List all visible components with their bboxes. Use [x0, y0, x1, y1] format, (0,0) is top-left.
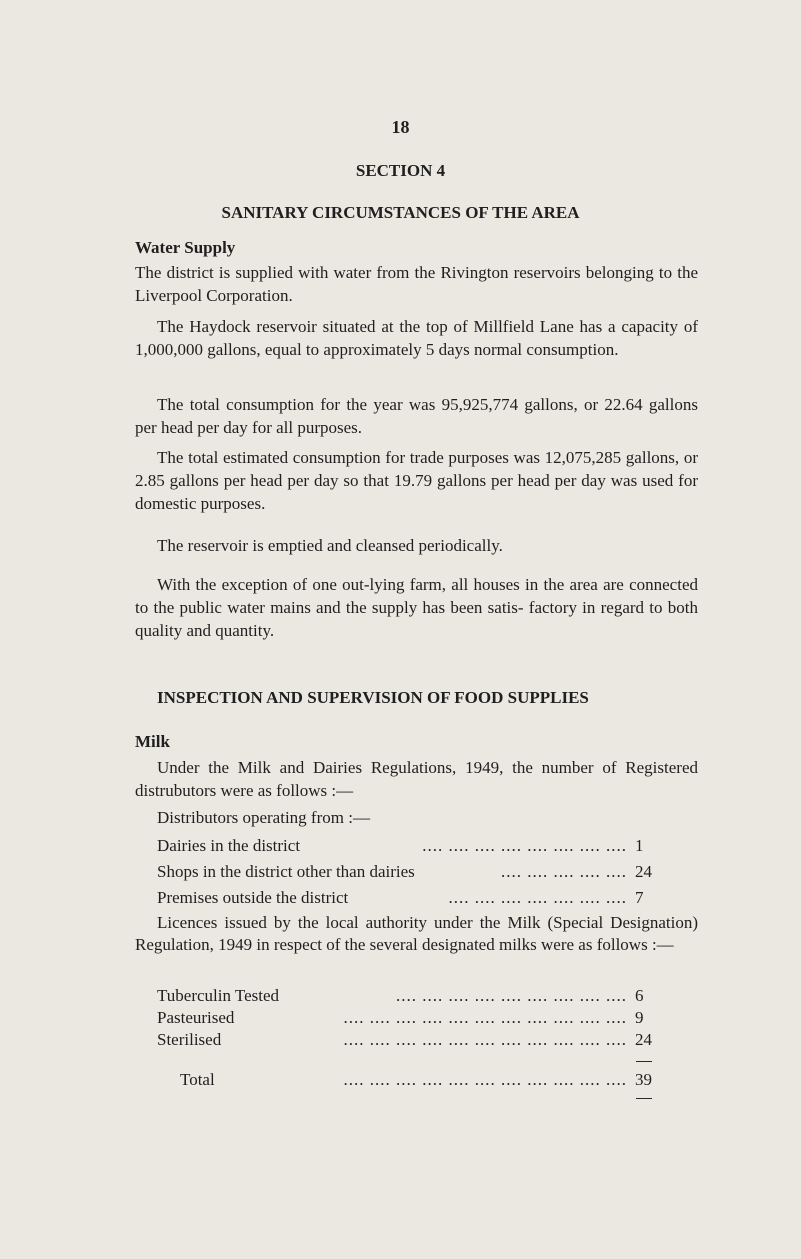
row-value: 6: [635, 986, 644, 1005]
row-label: Tuberculin Tested: [157, 986, 280, 1005]
row-value: 1: [635, 836, 644, 855]
licence-row: [157, 1030, 657, 1053]
milk-paragraph-2: Licences issued by the local authority under the Milk (Special Designation) Regulation, 1949 in respect of the several designated milks were as follows :—: [135, 913, 698, 954]
row-value: 9: [635, 1008, 644, 1027]
leader-dots: .... .... .... .... .... .... ....: [448, 888, 627, 907]
food-supplies-heading: INSPECTION AND SUPERVISION OF FOOD SUPPLIES: [157, 688, 589, 707]
milk-heading: Milk: [135, 732, 170, 751]
distributor-row: [157, 862, 657, 885]
total-label: Total: [180, 1070, 215, 1089]
water-paragraph-1: The district is supplied with water from the Rivington reservoirs belonging to the Liverpool Corporation.: [135, 263, 698, 305]
leader-dots: .... .... .... .... .... .... .... ....: [422, 836, 627, 855]
section-title: SECTION 4: [355, 161, 446, 180]
water-supply-heading: Water Supply: [135, 238, 236, 257]
licence-row: [157, 1008, 657, 1031]
row-value: 7: [635, 888, 644, 907]
row-label: Shops in the district other than dairies: [157, 862, 415, 881]
water-paragraph-3: The total consumption for the year was 95,925,774 gallons, or 22.64 gallons per head per day for all purposes.: [135, 395, 698, 437]
section-subtitle: SANITARY CIRCUMSTANCES OF THE AREA: [221, 203, 580, 222]
page-number: 18: [391, 117, 410, 137]
row-value: 24: [635, 1030, 652, 1049]
milk-paragraph-1: Under the Milk and Dairies Regulations, 1949, the number of Registered distrubutors were as follows :—: [135, 758, 698, 800]
total-value: 39: [635, 1070, 652, 1089]
licence-row: [157, 986, 657, 1009]
distributors-intro: Distributors operating from :—: [157, 808, 370, 827]
water-paragraph-5: The reservoir is emptied and cleansed periodically.: [157, 536, 503, 555]
row-label: Premises outside the district: [157, 888, 349, 907]
leader-dots: .... .... .... .... .... .... .... .... ....: [396, 986, 627, 1005]
water-paragraph-6: With the exception of one out-lying farm, all houses in the area are connected to the public water mains and the supply has been satis- factory in regard to both quality and quantity.: [135, 575, 698, 640]
leader-dots: .... .... .... .... .... .... .... .... .... .... ....: [343, 1030, 627, 1049]
sum-rule-bottom: [636, 1098, 652, 1099]
water-paragraph-4: The total estimated consumption for trade purposes was 12,075,285 gallons, or 2.85 gallons per head per day so that 19.79 gallons per head per day was used for domestic purposes.: [135, 448, 698, 513]
water-paragraph-2: The Haydock reservoir situated at the top of Millfield Lane has a capacity of 1,000,000 gallons, equal to approximately 5 days normal consumption.: [135, 317, 698, 359]
distributor-row: [157, 888, 657, 911]
row-label: Sterilised: [157, 1030, 222, 1049]
leader-dots: .... .... .... .... ....: [501, 862, 627, 881]
total-row: [180, 1070, 657, 1093]
sum-rule-top: [636, 1061, 652, 1062]
row-label: Dairies in the district: [157, 836, 301, 855]
row-value: 24: [635, 862, 652, 881]
distributor-row: [157, 836, 657, 859]
leader-dots: .... .... .... .... .... .... .... .... .... .... ....: [343, 1070, 627, 1089]
row-label: Pasteurised: [157, 1008, 235, 1027]
leader-dots: .... .... .... .... .... .... .... .... .... .... ....: [343, 1008, 627, 1027]
